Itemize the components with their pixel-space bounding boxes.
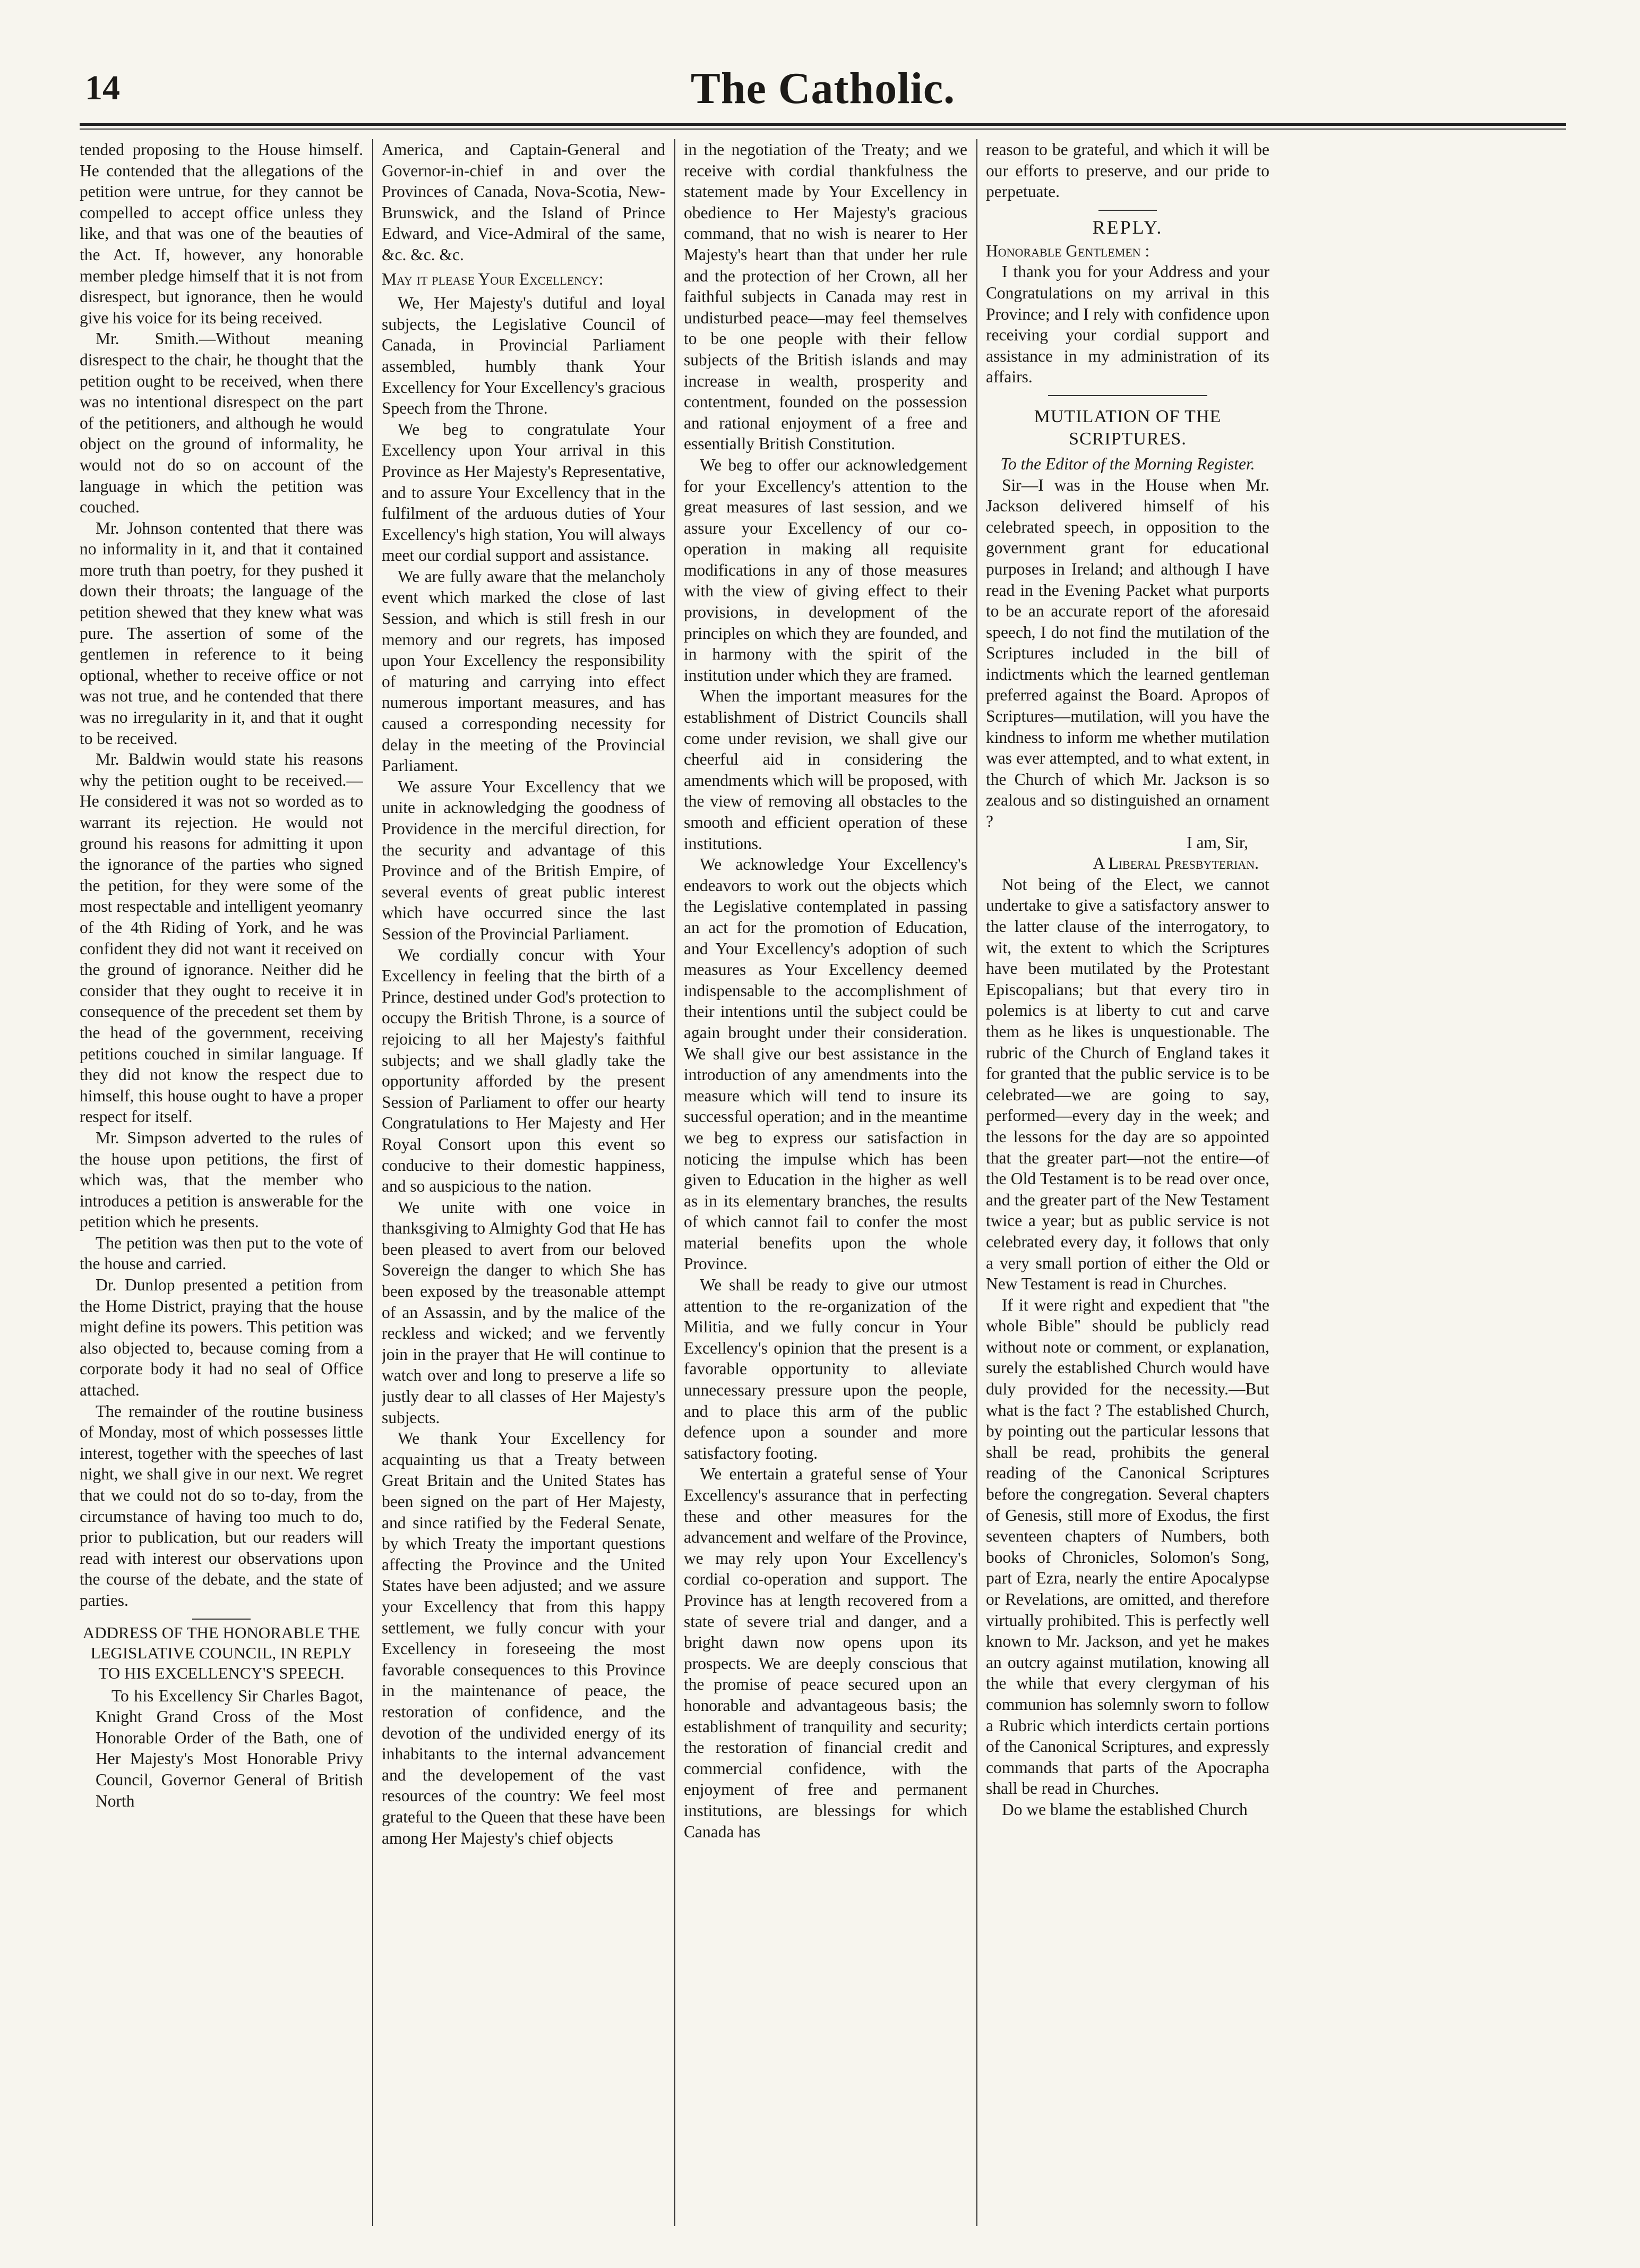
- paragraph: reason to be grateful, and which it will be our efforts to preserve, and our pride to perpetuate.: [986, 140, 1269, 201]
- paragraph: The petition was then put to the vote of the house and carried.: [80, 1233, 363, 1273]
- article-heading: MUTILATION OF THE SCRIPTURES.: [1034, 406, 1222, 449]
- paragraph: Mr. Smith.—Without meaning disrespect to the chair, he thought that the petition ought to be received, when there was no intentional disrespect on the part of the petitioners, and although he would object on the ground of informality, he would not do so on account of the language in which the petition was couched.: [80, 329, 363, 517]
- paragraph: The remainder of the routine business of Monday, most of which possesses little interest, together with the speeches of last night, we shall give in our next. We regret that we could not do so to-day, from the circumstance of having too much to do, prior to publication, but our readers will read with interest our observations upon the course of the debate, and the state of parties.: [80, 1401, 363, 1610]
- paragraph: We thank Your Excellency for acquainting us that a Treaty between Great Britain and the United States has been signed on the part of Her Majesty, and since ratified by the Federal Senate, by which Treaty the important questions affecting the Province and the United States have been adjusted; and we assure your Excellency that from this happy settlement, we fully concur with your Excellency in foreseeing the most favorable consequences to this Province in the maintenance of peace, the restoration of confidence, and the devotion of the undivided energy of its inhabitants to the internal advancement and the developement of the vast resources of the country: We feel most grateful to the Queen that these have been among Her Majesty's chief objects: [382, 1429, 665, 1847]
- column-2: [382, 139, 665, 2226]
- paragraph: Dr. Dunlop presented a petition from the Home District, praying that the house might define its powers. This petition was also objected to, because coming from a corporate body it had no seal of Office attached.: [80, 1276, 363, 1400]
- column-divider: [372, 139, 373, 2226]
- paragraph: We assure Your Excellency that we unite in acknowledging the goodness of Providence in the merciful direction, for the security and advantage of this Province and of the British Empire, of several events of great public interest which have occurred since the last Session of the Provincial Parliament.: [382, 777, 665, 943]
- letter-closing: I am, Sir,: [1187, 833, 1248, 852]
- letter-signature: A Liberal Presbyterian.: [1093, 854, 1259, 873]
- letter-address: To the Editor of the Morning Register.: [1000, 454, 1255, 473]
- paragraph: Do we blame the established Church: [1002, 1800, 1248, 1819]
- paragraph: I thank you for your Address and your Congratulations on my arrival in this Province; and I rely with confidence upon receiving your cordial support and assistance in my administration of its affairs.: [986, 262, 1269, 387]
- paragraph: tended proposing to the House himself. He contended that the allegations of the petition were untrue, for they cannot be compelled to accept office unless they like, and that was one of the beauties of the Act. If, however, any honorable member pledge himself that it is not from disrespect, but ignorance, then he would give his voice for its being received.: [80, 140, 363, 327]
- paragraph: America, and Captain-General and Governor-in-chief in and over the Provinces of Canada, Nova-Scotia, New-Brunswick, and the Island of Prince Edward, and Vice-Admiral of the same, &c. &c. &c.: [382, 140, 665, 264]
- address-dedication: To his Excellency Sir Charles Bagot, Knight Grand Cross of the Most Honorable Order of the Bath, one of Her Majesty's Most Honorable Privy Council, Governor General of British North: [96, 1686, 363, 1810]
- address-salutation: May it please Your Excellency:: [382, 269, 604, 288]
- paragraph: When the important measures for the establishment of District Councils shall come under revision, we shall give our cheerful aid in considering the amendments which will be proposed, with the view of removing all obstacles to the smooth and efficient operation of these institutions.: [684, 687, 967, 853]
- paragraph: We cordially concur with Your Excellency in feeling that the birth of a Prince, destined under God's protection to occupy the British Throne, is a source of rejoicing to all her Majesty's faithful subjects; and we shall gladly take the opportunity afforded by the present Session of Parliament to offer our hearty Congratulations to Her Majesty and Her Royal Consort upon this event so conducive to their domestic happiness, and so auspicious to the nation.: [382, 945, 665, 1196]
- paragraph: We, Her Majesty's dutiful and loyal subjects, the Legislative Council of Canada, in Provincial Parliament assembled, humbly thank Your Excellency for Your Excellency's gracious Speech from the Throne.: [382, 294, 665, 418]
- address-heading: ADDRESS OF THE HONORABLE THE LEGISLATIVE COUNCIL, IN REPLY TO HIS EXCELLENCY'S SPEECH.: [82, 1623, 360, 1682]
- paragraph: We entertain a grateful sense of Your Excellency's assurance that in perfecting these and other measures for the advancement and welfare of the Province, we may rely upon Your Excellency's cordial co-operation and support. The Province has at length recovered from a state of severe trial and danger, and a bright dawn now opens upon its prospects. We are deeply conscious that the promise of peace secured upon an honorable and advantageous basis; the establishment of tranquility and security; the restoration of financial credit and commercial confidence, with the enjoyment of free and permanent institutions, are blessings for which Canada has: [684, 1465, 967, 1841]
- paragraph: We are fully aware that the melancholy event which marked the close of last Session, and which is still fresh in our memory and our regrets, has imposed upon Your Excellency the responsibility of maturing and carrying into effect numerous important measures, and has caused a corresponding necessity for delay in the meeting of the Provincial Parliament.: [382, 567, 665, 775]
- reply-salutation: Honorable Gentlemen :: [986, 241, 1150, 260]
- section-divider: [1098, 210, 1157, 211]
- column-divider: [674, 139, 675, 2226]
- section-divider: [192, 1619, 251, 1620]
- section-divider: [1048, 395, 1207, 396]
- paragraph: We acknowledge Your Excellency's endeavors to work out the objects which the Legislative contemplated in passing an act for the promotion of Education, and Your Excellency's adoption of such measures as Your Excellency deemed indispensable to the accomplishment of their intentions until the subject could be again brought under their consideration. We shall give our best assistance in the introduction of any amendments into the measure which will tend to insure its successful operation; and in the meantime we beg to express our satisfaction in noticing the impulse which has been given to Education in the higher as well as in its elementary branches, the results of which cannot fail to confer the most material benefits upon the whole Province.: [684, 855, 967, 1273]
- masthead-rule: [80, 123, 1566, 126]
- column-divider: [976, 139, 977, 2226]
- column-1: [80, 139, 363, 2226]
- paragraph: Mr. Simpson adverted to the rules of the house upon petitions, the first of which was, that the member who introduces a petition is answerable for the petition which he presents.: [80, 1128, 363, 1231]
- page-title: The Catholic.: [690, 64, 956, 113]
- masthead-rule-thin: [80, 129, 1566, 130]
- paragraph: We shall be ready to give our utmost attention to the re-organization of the Militia, and we fully concur in Your Excellency's opinion that the present is a favorable opportunity to alleviate unnecessary pressure upon the people, and to place this arm of the public defence upon a sounder and more satisfactory footing.: [684, 1276, 967, 1462]
- paragraph: We beg to congratulate Your Excellency upon Your arrival in this Province as Her Majesty's Representative, and to assure Your Excellency that in the fulfilment of the arduous duties of Your Excellency's high station, You will always meet our cordial support and assistance.: [382, 420, 665, 565]
- column-4: [986, 139, 1269, 2226]
- paragraph: in the negotiation of the Treaty; and we receive with cordial thankfulness the statement made by Your Excellency in obedience to Her Majesty's gracious command, that no wish is nearer to Her Majesty's heart than that under her rule and the protection of her Crown, all her faithful subjects in Canada may rest in undisturbed peace—may feel themselves to be one people with their fellow subjects of the British islands and may increase in wealth, prosperity and contentment, founded on the possession and rational enjoyment of a free and essentially British Constitution.: [684, 140, 967, 453]
- paragraph: Sir—I was in the House when Mr. Jackson delivered himself of his celebrated speech, in opposition to the government grant for educational purposes in Ireland; and although I have read in the Evening Packet what purports to be an accurate report of the aforesaid speech, I do not find the mutilation of the Scriptures included in the bill of indictments which the learned gentleman preferred against the Board. Apropos of Scriptures—mutilation, will you have the kindness to inform me whether mutilation was ever attempted, and to what extent, in the Church of which Mr. Jackson is so zealous and so distinguished an ornament ?: [986, 475, 1269, 831]
- paragraph: Mr. Johnson contented that there was no informality in it, and that it contained more truth than poetry, for they pushed it down their throats; the language of the petition shewed that they knew what was pure. The assertion of some of the gentlemen in reference to it being optional, whether to receive office or not was not true, and he contended that there was no irregularity in it, and that it ought to be received.: [80, 518, 363, 748]
- reply-heading: REPLY.: [1092, 216, 1163, 238]
- paragraph: Not being of the Elect, we cannot undertake to give a satisfactory answer to the latter clause of the interrogatory, to wit, the extent to which the Scriptures have been mutilated by the Protestant Episcopalians; but that every tiro in polemics is at liberty to cut and carve them as he likes is unquestionable. The rubric of the Church of England takes it for granted that the public service is to be celebrated—we are going to say, performed—every day in the week; and the lessons for the day are so appointed that the greater part—not the entire—of the Old Testament is to be read over once, and the greater part of the New Testament twice a year; but as public service is not celebrated every day, it follows that only a very small portion of either the Old or New Testament is read in Churches.: [986, 875, 1269, 1294]
- text-columns: [80, 139, 1566, 2226]
- masthead: [80, 63, 1566, 121]
- paragraph: We unite with one voice in thanksgiving to Almighty God that He has been pleased to avert from our beloved Sovereign the danger to which She has been exposed by the treasonable attempt of an Assassin, and by the malice of the reckless and wicked; and we fervently join in the prayer that He will continue to watch over and long to preserve a life so justly dear to all classes of Her Majesty's subjects.: [382, 1197, 665, 1427]
- page-number: 14: [85, 69, 120, 107]
- column-3: [684, 139, 967, 2226]
- paragraph: If it were right and expedient that "the whole Bible" should be publicly read without note or comment, or explanation, surely the established Church would have duly provided for the necessity.—But what is the fact ? The established Church, by pointing out the particular lessons that shall be read, prohibits the general reading of the Canonical Scriptures before the congregation. Several chapters of Genesis, still more of Exodus, the first seventeen chapters of Numbers, both books of Chronicles, Solomon's Song, part of Ezra, nearly the entire Apocalypse or Revelations, are omitted, and therefore virtually prohibited. This is perfectly well known to Mr. Jackson, and yet he makes an outcry against mutilation, knowing all the while that every clergyman of his communion has solemnly sworn to follow a Rubric which interdicts certain portions of the Canonical Scriptures, and expressly commands that parts of the Apocrapha shall be read in Churches.: [986, 1295, 1269, 1798]
- paragraph: Mr. Baldwin would state his reasons why the petition ought to be received.—He considered it was not so worded as to warrant its rejection. He would not ground his reasons for admitting it upon the ignorance of the parties who signed the petition, for they were some of the most respectable and intelligent yeomanry of the 4th Riding of York, and he was confident they did not want it received on the ground of ignorance. Neither did he consider that they ought to receive it in consequence of the precedent set them by the head of the government, receiving petitions couched in similar language. If they did not know the respect due to himself, this house ought to have a proper respect for itself.: [80, 750, 363, 1126]
- paragraph: We beg to offer our acknowledgement for your Excellency's attention to the great measures of last session, and we assure your Excellency of our co-operation in making all requisite modifications in any of those measures with the view of giving effect to their provisions, in development of the principles on which they are founded, and in harmony with the spirit of the institution under which they are framed.: [684, 455, 967, 684]
